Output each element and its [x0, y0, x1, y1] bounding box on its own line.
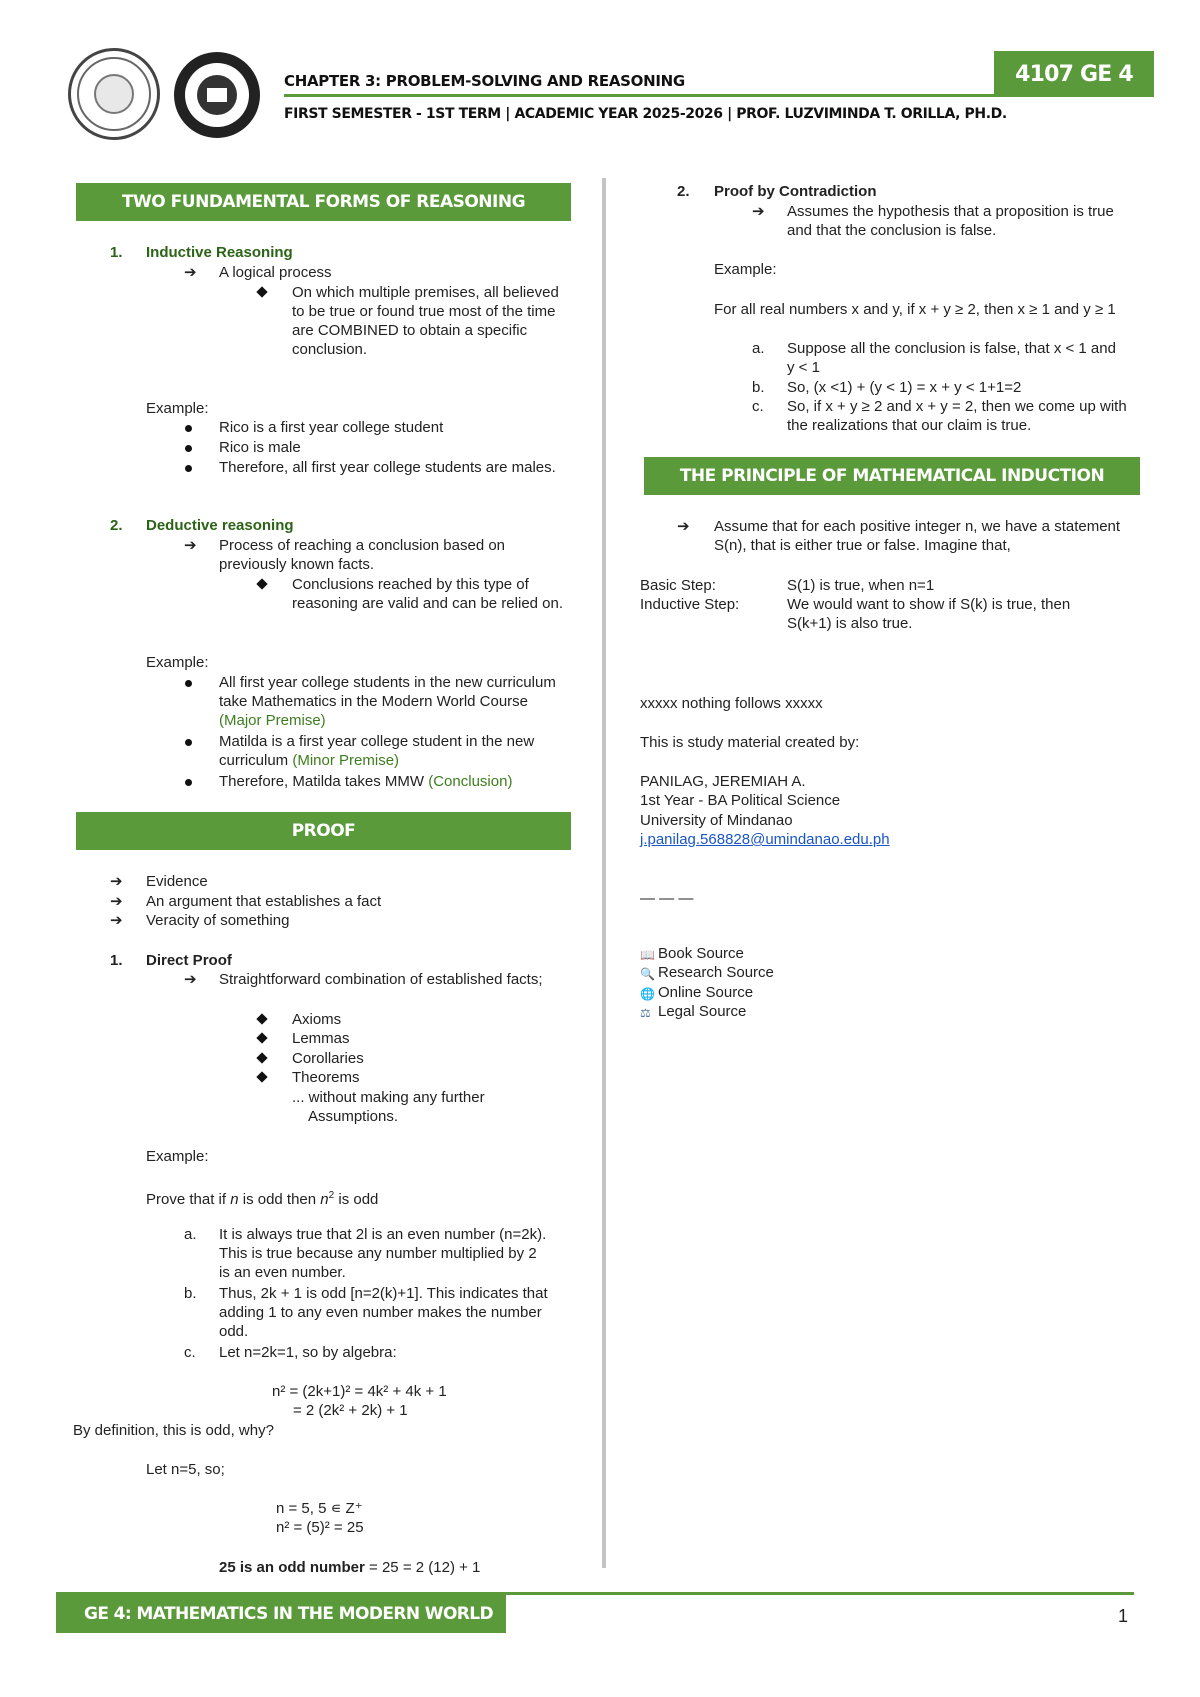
deductive-example-minor: [219, 732, 569, 770]
arrow-icon: ➔: [184, 971, 197, 988]
step-text: Suppose all the conclusion is false, that x < 1 and y < 1: [787, 340, 1116, 376]
direct-proof-point: Straightforward combination of established facts;: [219, 971, 543, 988]
let-statement: Let n=5, so;: [146, 1461, 225, 1478]
premise-text: All first year college students in the new curriculum take Mathematics in the Modern World Course: [219, 674, 556, 710]
example-label: Example:: [714, 261, 777, 278]
variable-n: n: [320, 1191, 329, 1208]
conclusion-tag: (Conclusion): [428, 773, 513, 790]
source-label: Book Source: [658, 945, 744, 962]
variable-n: n: [230, 1191, 239, 1208]
source-legal: [640, 1002, 746, 1021]
book-icon: 📖: [640, 948, 655, 962]
item-number: 2.: [110, 517, 123, 534]
basic-step-label: Basic Step:: [640, 577, 716, 594]
inductive-example: Therefore, all first year college students are males.: [219, 459, 556, 476]
fact-item: Lemmas: [292, 1030, 350, 1047]
step-letter: c.: [752, 398, 764, 415]
inductive-step-text: We would want to show if S(k) is true, then S(k+1) is also true.: [787, 596, 1071, 632]
deductive-subpoint: Conclusions reached by this type of reasoning are valid and can be relied on.: [292, 576, 564, 612]
premise-tag: (Minor Premise): [292, 752, 400, 769]
proof-point: Evidence: [146, 873, 208, 890]
nothing-follows: xxxxx nothing follows xxxxx: [640, 695, 823, 712]
dot-bullet-icon: [185, 425, 192, 432]
deductive-title: Deductive reasoning: [146, 517, 294, 534]
fact-item: Corollaries: [292, 1050, 364, 1067]
inductive-example: Rico is male: [219, 439, 301, 456]
deductive-point: Process of reaching a conclusion based on previously known facts.: [219, 537, 506, 573]
author-name: PANILAG, JEREMIAH A.: [640, 773, 806, 790]
globe-icon: 🌐: [640, 987, 655, 1001]
arrow-icon: ➔: [677, 518, 690, 535]
step-letter: a.: [184, 1226, 197, 1243]
contradiction-statement: For all real numbers x and y, if x + y ≥ 2, then x ≥ 1 and y ≥ 1: [714, 301, 1116, 318]
diamond-bullet-icon: [256, 578, 267, 589]
step-letter: b.: [752, 379, 765, 396]
author-school: University of Mindanao: [640, 812, 793, 829]
conclusion-text: Therefore, Matilda takes MMW: [219, 773, 425, 790]
diamond-bullet-icon: [256, 1071, 267, 1082]
diamond-bullet-icon: [256, 1032, 267, 1043]
column-divider: [602, 178, 606, 1568]
prove-text: Prove that if: [146, 1191, 231, 1208]
definition-question: By definition, this is odd, why?: [73, 1422, 274, 1439]
example-label: Example:: [146, 654, 209, 671]
arrow-icon: ➔: [184, 264, 197, 281]
contradiction-point: Assumes the hypothesis that a proposition is true and that the conclusion is false.: [787, 203, 1114, 239]
step-text: Thus, 2k + 1 is odd [n=2(k)+1]. This indicates that adding 1 to any even number makes the number odd.: [219, 1285, 548, 1340]
section-heading-induction: THE PRINCIPLE OF MATHEMATICAL INDUCTION: [644, 457, 1140, 495]
example-label: Example:: [146, 1148, 209, 1165]
chapter-title: CHAPTER 3: PROBLEM-SOLVING AND REASONING: [284, 72, 685, 90]
university-seal-logo: [68, 48, 160, 140]
diamond-bullet-icon: [256, 286, 267, 297]
item-number: 2.: [677, 183, 690, 200]
equation: = 2 (2k² + 2k) + 1: [293, 1402, 408, 1419]
header-subtitle: FIRST SEMESTER - 1ST TERM | ACADEMIC YEAR 2025-2026 | PROF. LUZVIMINDA T. ORILLA, PH.D.: [284, 106, 1007, 122]
deductive-example-conclusion: [219, 772, 512, 791]
fact-item: Theorems: [292, 1069, 360, 1086]
source-label: Legal Source: [658, 1003, 747, 1020]
step-text: Let n=2k=1, so by algebra:: [219, 1344, 397, 1361]
prove-text: is odd: [334, 1191, 379, 1208]
item-number: 1.: [110, 952, 123, 969]
equation: n² = (5)² = 25: [276, 1519, 364, 1536]
created-by: This is study material created by:: [640, 734, 860, 751]
step-letter: c.: [184, 1344, 196, 1361]
separator-dashes: — — —: [640, 890, 694, 907]
prove-statement: [146, 1186, 378, 1209]
source-online: [640, 983, 753, 1002]
source-label: Online Source: [658, 984, 754, 1001]
scales-icon: ⚖: [640, 1006, 651, 1020]
magnifier-icon: 🔍: [640, 967, 655, 981]
diamond-bullet-icon: [256, 1052, 267, 1063]
prove-text: is odd then: [238, 1191, 321, 1208]
premise-tag: (Major Premise): [219, 712, 326, 729]
inductive-point: A logical process: [219, 264, 332, 281]
step-text: So, if x + y ≥ 2 and x + y = 2, then we come up with the realizations that our claim is true.: [787, 398, 1127, 434]
arrow-icon: ➔: [184, 537, 197, 554]
header-rule: [284, 94, 994, 97]
inductive-step-label: Inductive Step:: [640, 596, 740, 613]
section-heading-reasoning: TWO FUNDAMENTAL FORMS OF REASONING: [76, 183, 571, 221]
source-research: [640, 963, 774, 982]
inductive-subpoint: On which multiple premises, all believed to be true or found true most of the time are COMBINED to obtain a specific conclusion.: [292, 284, 559, 358]
conclusion-bold: 25 is an odd number: [219, 1559, 365, 1576]
step-text: So, (x <1) + (y < 1) = x + y < 1+1=2: [787, 379, 1022, 396]
section-heading-proof: PROOF: [76, 812, 571, 850]
course-badge: 4107 GE 4: [994, 51, 1154, 97]
premise-text: Matilda is a first year college student in the new curriculum: [219, 733, 535, 769]
fact-note: ... without making any further: [292, 1089, 485, 1106]
proof-point: An argument that establishes a fact: [146, 893, 382, 910]
footer-course-banner: GE 4: MATHEMATICS IN THE MODERN WORLD: [56, 1595, 506, 1633]
source-book: [640, 944, 744, 963]
arrow-icon: ➔: [110, 893, 123, 910]
exponent: 2: [328, 1190, 335, 1201]
final-conclusion: [219, 1558, 480, 1577]
contradiction-title: Proof by Contradiction: [714, 183, 877, 200]
step-letter: a.: [752, 340, 765, 357]
college-seal-logo: [174, 52, 260, 138]
item-number: 1.: [110, 244, 123, 261]
inductive-title: Inductive Reasoning: [146, 244, 293, 261]
direct-proof-title: Direct Proof: [146, 952, 232, 969]
inductive-example: Rico is a first year college student: [219, 419, 444, 436]
dot-bullet-icon: [185, 779, 192, 786]
arrow-icon: ➔: [110, 912, 123, 929]
equation: n² = (2k+1)² = 4k² + 4k + 1: [272, 1383, 447, 1400]
fact-note: Assumptions.: [308, 1108, 399, 1125]
induction-point: Assume that for each positive integer n, we have a statement S(n), that is either true or false. Imagine that,: [714, 518, 1121, 554]
arrow-icon: ➔: [752, 203, 765, 220]
dot-bullet-icon: [185, 680, 192, 687]
source-label: Research Source: [658, 964, 774, 981]
conclusion-rest: = 25 = 2 (12) + 1: [364, 1559, 481, 1576]
diamond-bullet-icon: [256, 1013, 267, 1024]
step-text: It is always true that 2l is an even number (n=2k). This is true because any number multiplied by 2 is an even number.: [219, 1226, 547, 1281]
step-letter: b.: [184, 1285, 197, 1302]
dot-bullet-icon: [185, 739, 192, 746]
equation: n = 5, 5 ∊ Z⁺: [276, 1500, 363, 1517]
author-email-link[interactable]: j.panilag.568828@umindanao.edu.ph: [640, 831, 890, 848]
deductive-example-major: [219, 673, 569, 730]
page-number: 1: [1118, 1606, 1129, 1626]
dot-bullet-icon: [185, 465, 192, 472]
author-program: 1st Year - BA Political Science: [640, 792, 841, 809]
basic-step-text: S(1) is true, when n=1: [787, 577, 935, 594]
proof-point: Veracity of something: [146, 912, 290, 929]
example-label: Example:: [146, 400, 209, 417]
arrow-icon: ➔: [110, 873, 123, 890]
dot-bullet-icon: [185, 445, 192, 452]
fact-item: Axioms: [292, 1011, 342, 1028]
